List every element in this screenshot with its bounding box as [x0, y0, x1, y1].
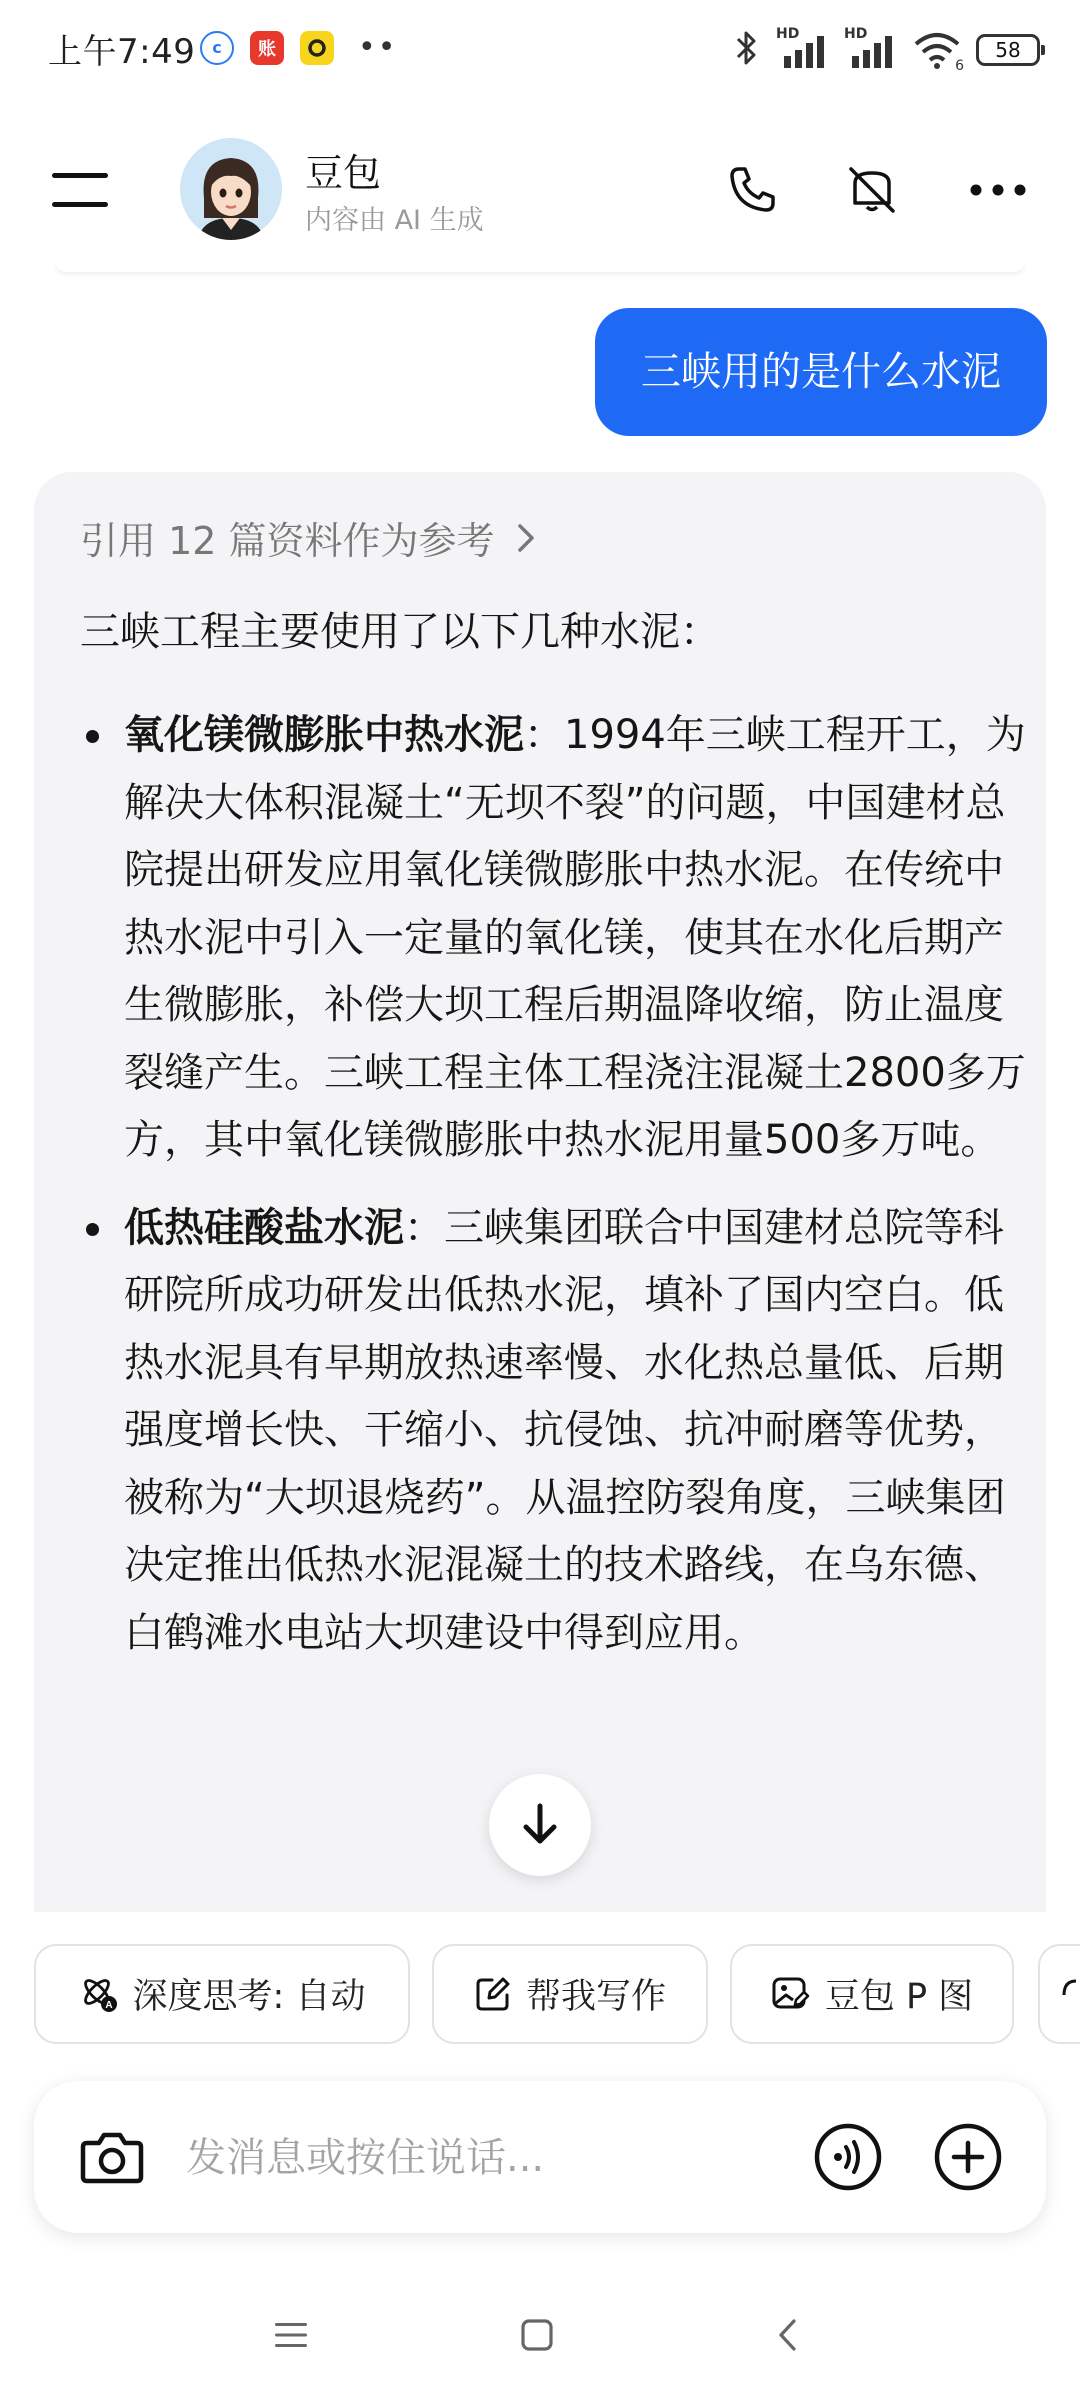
doubao-avatar-icon	[180, 138, 282, 240]
edit-icon	[474, 1975, 512, 2013]
plus-circle-icon	[932, 2121, 1004, 2193]
references-label: 引用 12 篇资料作为参考	[80, 519, 495, 563]
phone-icon	[725, 163, 779, 217]
voice-input-button[interactable]	[810, 2119, 886, 2195]
status-notification-icons	[200, 30, 397, 65]
chat-title: 豆包	[305, 151, 382, 195]
message-input[interactable]	[184, 2119, 808, 2197]
mute-button[interactable]	[842, 160, 902, 220]
bullet-dot	[86, 1223, 99, 1236]
message-composer	[34, 2081, 1046, 2233]
speaker-muted-icon	[845, 163, 899, 217]
references-link[interactable]	[80, 510, 537, 565]
bullet-text: ：1994年三峡工程开工，为解决大体积混凝土“无坝不裂”的问题，中国建材总院提出研发应用氧化镁微膨胀中热水泥。在传统中热水泥中引入一定量的氧化镁，使其在水化后期产生微膨胀，补偿大坝工程后期温降收缩，防止温度裂缝产生。三峡工程主体工程浇注混凝土2800多万方，其中氧化镁微膨胀中热水泥用量500多万吨。	[124, 712, 1026, 1163]
status-time: 上午7:49	[48, 32, 196, 72]
status-system-icons	[732, 28, 1040, 72]
chevron-left-icon	[775, 2317, 799, 2353]
hd-label: HD	[844, 26, 868, 42]
svg-text:A: A	[104, 2000, 113, 2011]
more-actions-chip[interactable]	[1038, 1944, 1080, 2044]
scroll-to-bottom-button[interactable]	[489, 1774, 591, 1876]
recent-apps-button[interactable]	[266, 2310, 316, 2360]
camera-button[interactable]	[74, 2119, 150, 2195]
partial-chip-icon	[1060, 1975, 1080, 2013]
bullet-term: 低热硅酸盐水泥	[124, 1204, 404, 1251]
image-edit-icon	[771, 1975, 811, 2013]
more-horizontal-icon	[968, 180, 1028, 200]
chip-label: 豆包 P 图	[824, 1977, 974, 2017]
voice-call-button[interactable]	[722, 160, 782, 220]
more-options-button[interactable]	[968, 160, 1028, 220]
hamburger-menu-icon	[50, 165, 110, 215]
user-message-bubble[interactable]: 三峡用的是什么水泥	[595, 308, 1047, 436]
more-notifications-icon: ••	[358, 30, 398, 65]
bluetooth-icon	[732, 28, 762, 72]
arrow-down-icon	[518, 1801, 562, 1849]
chip-label: 深度思考: 自动	[132, 1977, 366, 2017]
list-item	[80, 1195, 1040, 1668]
ledger-app-icon: 账	[250, 31, 284, 65]
bullet-text: ：三峡集团联合中国建材总院等科研院所成功研发出低热水泥，填补了国内空白。低热水泥具有早期放热速率慢、水化热总量低、后期强度增长快、干缩小、抗侵蚀、抗冲耐磨等优势，被称为“大坝退烧药”。从温控防裂角度，三峡集团决定推出低热水泥混凝土的技术路线，在乌东德、白鹤滩水电站大坝建设中得到应用。	[124, 1204, 1006, 1656]
chevron-right-icon	[515, 521, 537, 555]
image-edit-chip[interactable]	[730, 1944, 1014, 2044]
bullet-term: 氧化镁微膨胀中热水泥	[124, 712, 524, 758]
response-bullet-list	[80, 702, 1040, 1687]
signal-1-icon	[776, 26, 830, 70]
add-attachment-button[interactable]	[930, 2119, 1006, 2195]
ai-generated-notice: 内容由 AI 生成	[305, 205, 484, 236]
ai-response-card	[34, 472, 1046, 1912]
write-assistant-chip[interactable]	[432, 1944, 708, 2044]
wifi-badge: 6	[955, 58, 964, 74]
bullet-dot	[86, 730, 99, 743]
square-home-icon	[520, 2318, 554, 2352]
header-divider	[56, 262, 1024, 272]
list-item	[80, 702, 1040, 1175]
chat-header	[0, 120, 1080, 260]
quick-action-bar	[34, 1944, 1080, 2046]
circle-app-icon	[300, 31, 334, 65]
home-button[interactable]	[512, 2310, 562, 2360]
camera-icon	[79, 2127, 145, 2187]
battery-level: 58	[995, 38, 1021, 62]
menu-button[interactable]	[50, 165, 110, 215]
battery-icon	[976, 34, 1040, 66]
voice-wave-icon	[812, 2121, 884, 2193]
deep-thinking-chip[interactable]	[34, 1944, 410, 2044]
wifi-icon	[912, 30, 964, 74]
menu-lines-icon	[273, 2320, 309, 2350]
chip-label: 帮我写作	[525, 1977, 666, 2017]
avatar[interactable]	[180, 138, 282, 240]
status-bar	[0, 0, 1080, 100]
atom-icon	[79, 1974, 119, 2014]
hd-label: HD	[776, 26, 800, 42]
browser-app-icon: c	[200, 31, 234, 65]
system-navigation-bar	[0, 2290, 1080, 2380]
back-button[interactable]	[762, 2310, 812, 2360]
signal-2-icon	[844, 26, 898, 70]
response-intro: 三峡工程主要使用了以下几种水泥：	[80, 609, 720, 655]
